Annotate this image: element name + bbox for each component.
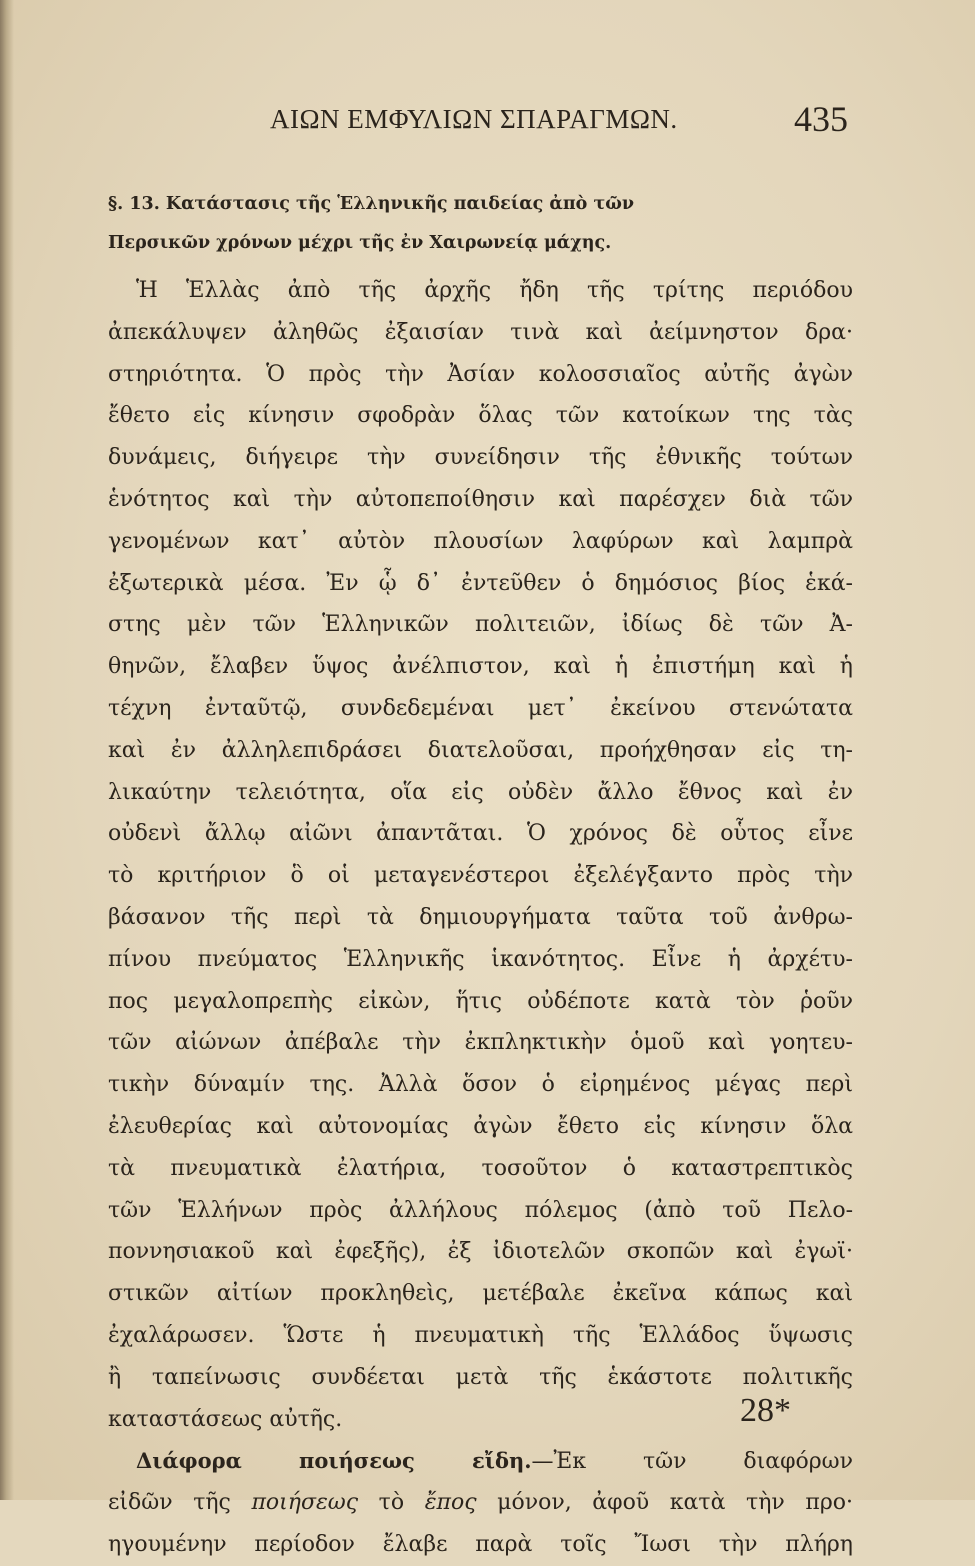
text-line: πος μεγαλοπρεπὴς εἰκὼν, ἥτις οὐδέποτε κατὰ τὸν ῥοῦν <box>108 988 853 1014</box>
text-line: ἔθετο εἰς κίνησιν σφοδρὰν ὅλας τῶν κατοίκων της τὰς <box>108 403 853 429</box>
text-line: στηριότητα. Ὁ πρὸς τὴν Ἀσίαν κολοσσιαῖος αὐτῆς ἀγὼν <box>108 361 853 387</box>
text-line: ἐχαλάρωσεν. Ὥστε ἡ πνευματικὴ τῆς Ἑλλάδος ὕψωσις <box>108 1322 853 1348</box>
subsection-heading: Διάφορα ποιήσεως εἴδη. <box>136 1448 532 1474</box>
subsection-text: τὸ <box>358 1490 425 1516</box>
text-line: ἐξωτερικὰ μέσα. Ἐν ᾧ δ᾽ ἐντεῦθεν ὁ δημόσιος βίος ἑκά- <box>108 570 853 596</box>
text-line: ποννησιακοῦ καὶ ἐφεξῆς), ἐξ ἰδιοτελῶν σκοπῶν καὶ ἐγωϊ· <box>108 1239 853 1265</box>
italic-term-poiesis: ποιήσεως <box>251 1490 359 1516</box>
text-line: στικῶν αἰτίων προκληθεὶς, μετέβαλε ἐκεῖνα κάπως καὶ <box>108 1281 853 1307</box>
text-line: τὸ κριτήριον ὃ οἱ μεταγενέστεροι ἐξελέγξαντο πρὸς τὴν <box>108 863 853 889</box>
text-line: γενομένων κατ᾽ αὐτὸν πλουσίων λαφύρων καὶ λαμπρὰ <box>108 528 853 554</box>
text-line: τέχνη ἐνταῦτῷ, συνδεδεμέναι μετ᾽ ἐκείνου στενώτατα <box>108 695 853 721</box>
page-header <box>270 98 850 148</box>
subsection-text: εἰδῶν τῆς <box>108 1490 252 1516</box>
text-line: ἑνότητος καὶ τὴν αὐτοπεποίθησιν καὶ παρέσχεν διὰ τῶν <box>108 486 853 512</box>
running-title: ΑΙΩΝ ΕΜΦΥΛΙΩΝ ΣΠΑΡΑΓΜΩΝ. <box>270 104 678 134</box>
text-line: δυνάμεις, διήγειρε τὴν συνείδησιν τῆς ἐθνικῆς τούτων <box>108 445 853 471</box>
printer-signature-mark: 28* <box>740 1392 791 1429</box>
page-binding-edge <box>0 0 14 1500</box>
body-text <box>108 270 853 1566</box>
italic-term-epos: ἔπος <box>424 1490 477 1516</box>
text-line: ἀπεκάλυψεν ἀληθῶς ἐξαισίαν τινὰ καὶ ἀείμνηστον δρα· <box>108 319 853 345</box>
text-line: τικὴν δύναμίν της. Ἀλλὰ ὅσον ὁ εἰρημένος μέγας περὶ <box>108 1072 853 1098</box>
subsection-third-line: ηγουμένην περίοδον ἔλαβε παρὰ τοῖς Ἴωσι τὴν πλήρη <box>108 1531 853 1557</box>
text-line: πίνου πνεύματος Ἑλληνικῆς ἱκανότητος. Εἶνε ἡ ἀρχέτυ- <box>108 946 853 972</box>
text-line: τῶν Ἑλλήνων πρὸς ἀλλήλους πόλεμος (ἀπὸ τοῦ Πελο- <box>108 1197 853 1223</box>
text-line: τῶν αἰώνων ἀπέβαλε τὴν ἐκπληκτικὴν ὁμοῦ καὶ γοητευ- <box>108 1030 853 1056</box>
text-line: λικαύτην τελειότητα, οἵα εἰς οὐδὲν ἄλλο ἔθνος καὶ ἐν <box>108 779 853 805</box>
section-heading-line-1: §. 13. Κατάστασις τῆς Ἑλληνικῆς παιδείας ἀπὸ τῶν <box>108 194 635 214</box>
subsection-second-line <box>108 1482 853 1524</box>
text-line: θηνῶν, ἔλαβεν ὕψος ἀνέλπιστον, καὶ ἡ ἐπιστήμη καὶ ἡ <box>108 654 853 680</box>
text-line: καὶ ἐν ἀλληλεπιδράσει διατελοῦσαι, προήχθησαν εἰς τη- <box>108 737 853 763</box>
subsection-line-1-rest: —Ἐκ τῶν διαφόρων <box>531 1449 853 1475</box>
text-line: οὐδενὶ ἄλλῳ αἰῶνι ἀπαντᾶται. Ὁ χρόνος δὲ οὗτος εἶνε <box>108 821 853 847</box>
text-line: βάσανον τῆς περὶ τὰ δημιουργήματα ταῦτα τοῦ ἀνθρω- <box>108 904 853 930</box>
text-line: ἐλευθερίας καὶ αὐτονομίας ἀγὼν ἔθετο εἰς κίνησιν ὅλα <box>108 1113 853 1139</box>
text-line: στης μὲν τῶν Ἑλληνικῶν πολιτειῶν, ἰδίως δὲ τῶν Ἀ- <box>108 612 853 638</box>
text-line: καταστάσεως αὐτῆς. <box>108 1406 343 1432</box>
text-line: τὰ πνευματικὰ ἐλατήρια, τοσοῦτον ὁ καταστρεπτικὸς <box>108 1155 853 1181</box>
section-heading-line-2: Περσικῶν χρόνων μέχρι τῆς ἐν Χαιρωνείᾳ μάχης. <box>108 233 612 253</box>
text-line: Ἡ Ἑλλὰς ἀπὸ τῆς ἀρχῆς ἤδη τῆς τρίτης περιόδου <box>136 278 853 303</box>
page-number: 435 <box>794 99 848 139</box>
subsection-first-line <box>108 1440 853 1482</box>
subsection-text: μόνον, ἀφοῦ κατὰ τὴν προ· <box>476 1490 853 1516</box>
text-line: ἢ ταπείνωσις συνδέεται μετὰ τῆς ἑκάστοτε πολιτικῆς <box>108 1364 853 1390</box>
